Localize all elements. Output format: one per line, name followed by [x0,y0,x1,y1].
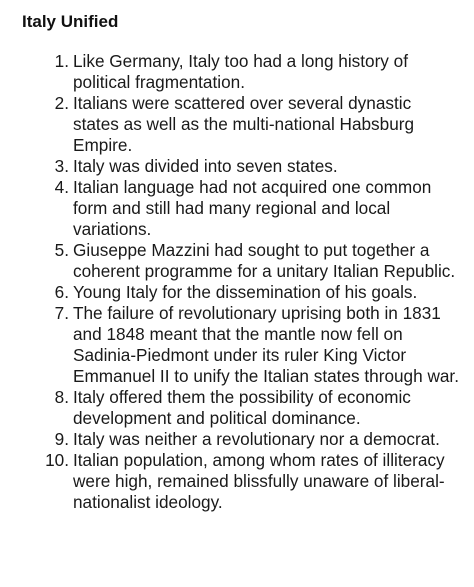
list-item-number: 6. [54,282,69,302]
list-item-number: 4. [54,177,69,197]
page-title: Italy Unified [22,12,119,31]
list-item-text: Italian language had not acquired one common form and still had many regional and local variations. [73,177,432,239]
list-item-text: Young Italy for the dissemination of his goals. [73,282,418,302]
list-item [0,387,474,429]
list-item [0,51,474,93]
list-item-text: Italians were scattered over several dynastic states as well as the multi-national Habsburg Empire. [73,93,415,155]
list-item-number: 3. [54,156,69,176]
list-item-text: Italy was neither a revolutionary nor a democrat. [73,429,440,449]
list-item-number: 2. [54,93,69,113]
list-item-number: 7. [54,303,69,323]
list-item-text: Italian population, among whom rates of illiteracy were high, remained blissfully unaware of liberal-nationalist ideology. [73,450,445,512]
list-item-text: Italy offered them the possibility of economic development and political dominance. [73,387,411,428]
list-item [0,177,474,240]
numbered-list [0,51,474,513]
list-item-text: The failure of revolutionary uprising both in 1831 and 1848 meant that the mantle now fell on Sadinia-Piedmont under its ruler King Victor Emmanuel II to unify the Italian states through war. [73,303,459,386]
list-item-text: Like Germany, Italy too had a long history of political fragmentation. [73,51,409,92]
list-item-number: 9. [54,429,69,449]
list-item-text: Italy was divided into seven states. [73,156,338,176]
list-item [0,303,474,387]
list-item [0,240,474,282]
list-item [0,282,474,303]
list-item [0,429,474,450]
list-item [0,93,474,156]
list-item-number: 10. [45,450,69,470]
list-item-number: 1. [54,51,69,71]
list-item-number: 8. [54,387,69,407]
list-item [0,450,474,513]
list-item [0,156,474,177]
list-item-number: 5. [54,240,69,260]
list-item-text: Giuseppe Mazzini had sought to put together a coherent programme for a unitary Italian Republic. [73,240,456,281]
